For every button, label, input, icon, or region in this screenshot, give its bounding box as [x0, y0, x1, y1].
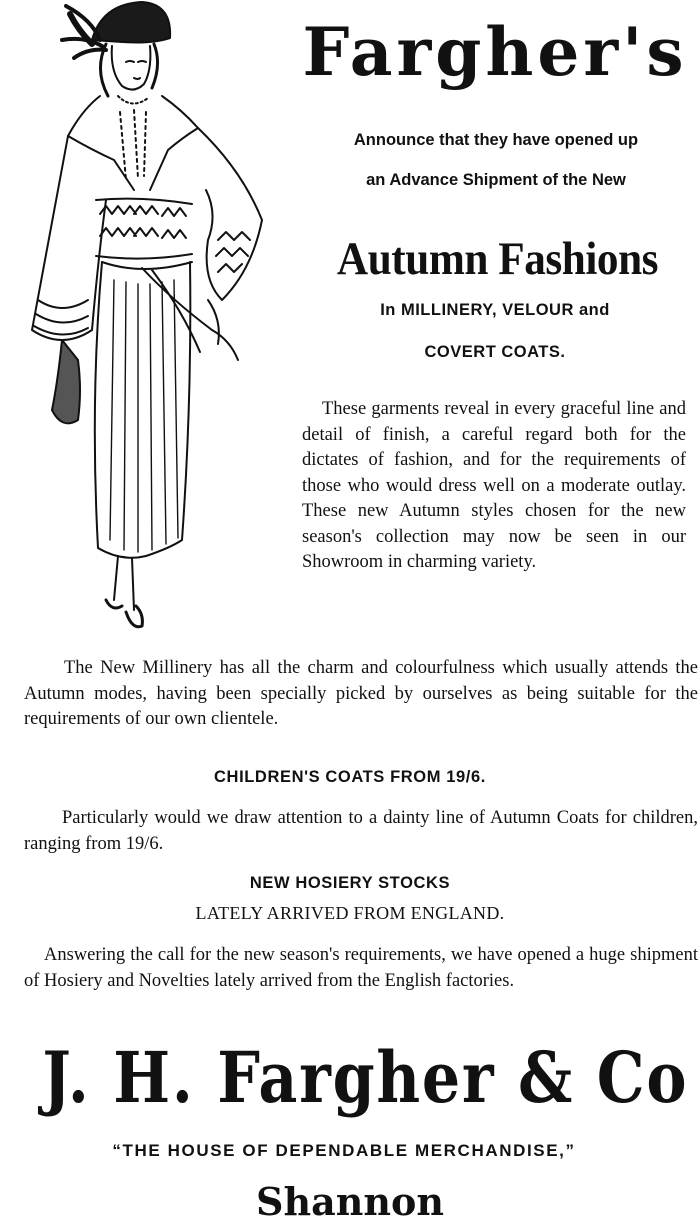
hosiery-subheading: LATELY ARRIVED FROM ENGLAND. — [195, 903, 505, 923]
subheadline-line: In MILLINERY, VELOUR and — [380, 301, 610, 319]
fashion-illustration — [22, 0, 284, 640]
children-coats-heading: CHILDREN'S COATS FROM 19/6. — [214, 768, 486, 786]
town-name: Shannon — [256, 1179, 444, 1224]
subheadline-line: COVERT COATS. — [424, 343, 566, 361]
headline: Autumn Fashions — [336, 233, 659, 285]
brand-title: Fargher's — [302, 13, 688, 91]
intro-paragraph: These garments reveal in every graceful line and detail of finish, a careful regard both for the dictates of fashion, and for the requirements of those who would dress well on a moderate outlay. These new Autumn styles chosen for the new season's collection may now be seen in our Showroom in charming variety. — [302, 399, 686, 572]
company-name: J. H. Fargher & Co — [42, 1036, 689, 1119]
children-coats-paragraph: Particularly would we draw attention to a dainty line of Autumn Coats for children, ranging from 19/6. — [24, 808, 698, 854]
announcement-line: Announce that they have opened up — [353, 131, 639, 149]
hosiery-heading: NEW HOSIERY STOCKS — [249, 874, 451, 892]
announcement-line: an Advance Shipment of the New — [366, 171, 626, 189]
hosiery-paragraph: Answering the call for the new season's requirements, we have opened a huge shipment of Hosiery and Novelties lately arrived from the English factories. — [24, 945, 698, 991]
millinery-paragraph: The New Millinery has all the charm and colourfulness which usually attends the Autumn modes, having been specially picked by ourselves as being suitable for the requirements of our own clientele. — [24, 658, 698, 729]
company-tagline: “THE HOUSE OF DEPENDABLE MERCHANDISE,” — [112, 1141, 576, 1160]
